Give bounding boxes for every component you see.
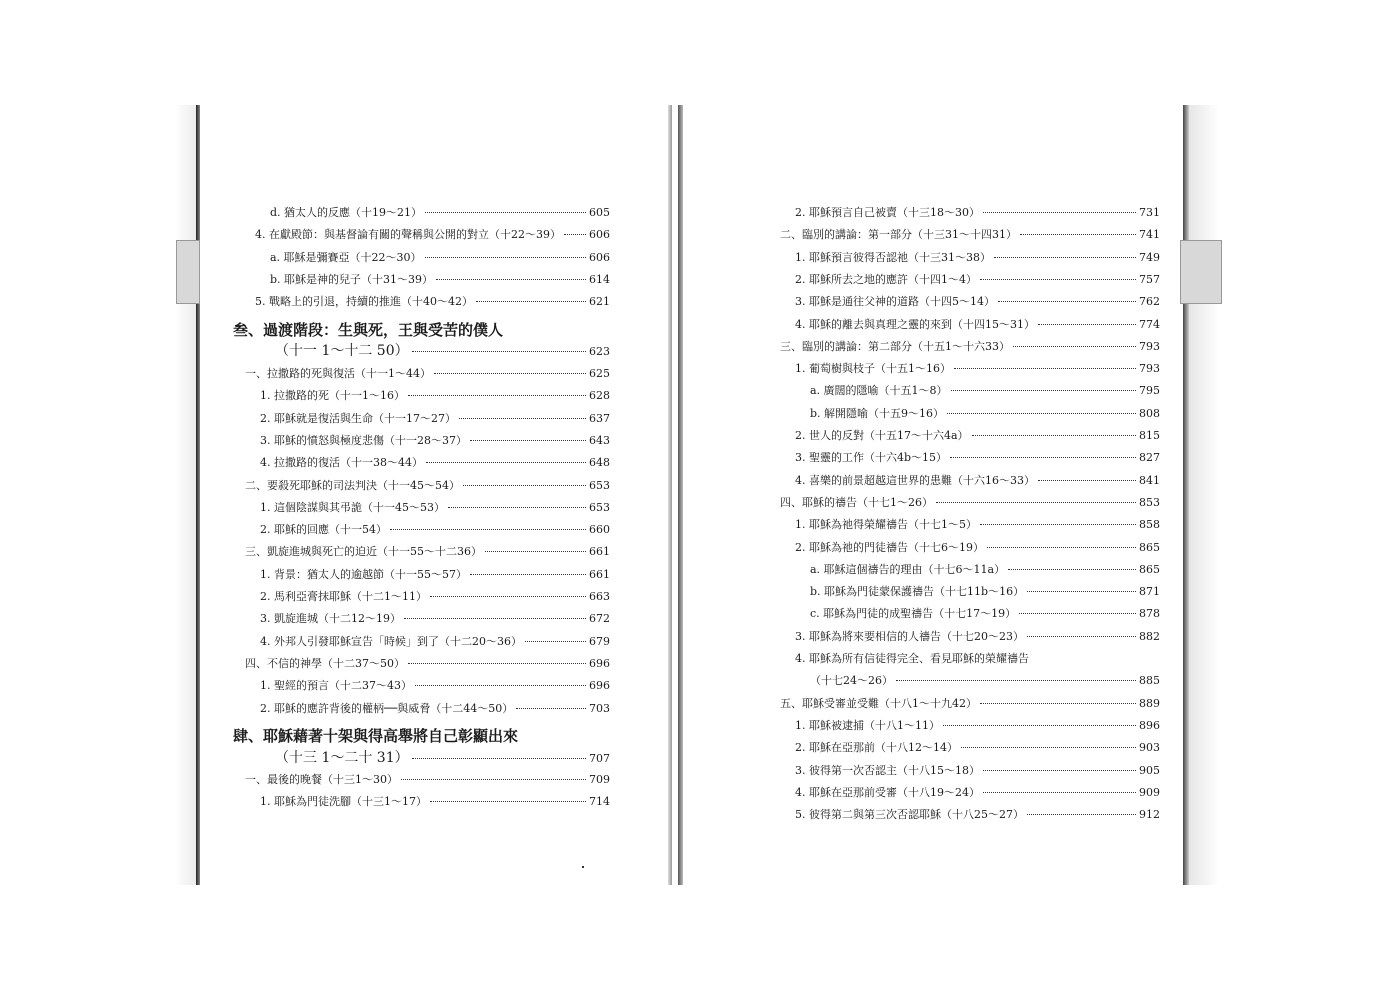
toc-entry-title: 一、最後的晚餐（十三1～30）: [245, 773, 398, 786]
gutter-right: [678, 105, 683, 885]
toc-entry-title: 1. 聖經的預言（十二37～43）: [260, 679, 412, 693]
toc-entry-title: 2. 耶穌為祂的門徒禱告（十七6～19）: [795, 540, 984, 554]
toc-page-number: 661: [589, 567, 610, 581]
dot-leader: [983, 792, 1136, 793]
toc-entry-title: b. 耶穌是神的兒子（十31～39）: [270, 272, 434, 286]
toc-entry: [795, 474, 1160, 488]
toc-entry: [255, 295, 610, 309]
toc-entry: [260, 389, 610, 403]
toc-entry-title: 2. 耶穌的應許背後的權柄──與威脅（十二44～50）: [260, 701, 514, 715]
toc-entry: [260, 434, 610, 448]
toc-page-number: 808: [1139, 406, 1160, 420]
toc-entry: [245, 367, 610, 381]
toc-entry-title: 二、臨別的講論：第一部分（十三31～十四31）: [780, 228, 1017, 242]
toc-entry: [260, 412, 610, 426]
toc-page-number: 853: [1139, 495, 1160, 509]
toc-entry: [270, 206, 610, 220]
toc-entry: [810, 674, 1160, 688]
toc-page-number: 648: [589, 456, 610, 470]
toc-page-number: 909: [1139, 785, 1160, 799]
dot-leader: [1038, 324, 1136, 325]
toc-page-number: 827: [1139, 451, 1160, 465]
toc-page-number: 741: [1139, 228, 1160, 242]
toc-page-number: 643: [589, 433, 610, 447]
toc-page-number: 757: [1139, 272, 1160, 286]
toc-page-number: 903: [1139, 741, 1160, 755]
toc-page-number: 637: [589, 411, 610, 425]
toc-entry-title: c. 耶穌為門徒的成聖禱告（十七17～19）: [810, 607, 1017, 621]
toc-page-number: 672: [589, 612, 610, 626]
dot-leader: [434, 373, 586, 374]
toc-entry: [780, 697, 1160, 711]
toc-entry: [795, 630, 1160, 644]
toc-page-number: 707: [589, 752, 610, 765]
toc-entry: [245, 545, 610, 559]
toc-entry: [270, 273, 610, 287]
toc-page-number: 841: [1139, 473, 1160, 487]
dot-leader: [1027, 591, 1136, 592]
toc-entry-title: （十一 1～十二 50）: [275, 343, 409, 359]
dot-leader: [470, 440, 586, 441]
toc-page-number: 709: [589, 773, 610, 786]
toc-page-number: 653: [589, 500, 610, 514]
toc-page-number: 889: [1139, 696, 1160, 710]
gutter-left: [668, 105, 672, 885]
right-edge-shadow: [1189, 105, 1219, 885]
toc-entry: [810, 407, 1160, 421]
toc-entry-title: 4. 耶穌的離去與真理之靈的來到（十四15～31）: [795, 317, 1035, 331]
toc-page-number: 696: [589, 656, 610, 670]
toc-entry-title: 1. 耶穌預言彼得否認祂（十三31～38）: [795, 250, 991, 264]
dot-leader: [430, 596, 586, 597]
toc-entry: [795, 295, 1160, 309]
toc-entry: [810, 607, 1160, 621]
toc-page-number: 731: [1139, 206, 1160, 219]
toc-entry: [795, 318, 1160, 332]
toc-entry-title: 一、拉撒路的死與復活（十一1～44）: [245, 367, 431, 380]
toc-entry: [795, 808, 1160, 822]
dot-leader: [950, 457, 1136, 458]
toc-entry-title: 三、凱旋進城與死亡的迫近（十一55～十二36）: [245, 545, 482, 559]
toc-entry-title: 3. 耶穌為將來要相信的人禱告（十七20～23）: [795, 629, 1024, 643]
toc-entry: [810, 563, 1160, 577]
toc-entry: [260, 612, 610, 626]
toc-entry-title: b. 解開隱喻（十五9～16）: [810, 406, 945, 420]
toc-entry-title: 三、臨別的講論：第二部分（十五1～十六33）: [780, 339, 1010, 353]
toc-entry: [795, 541, 1160, 555]
dot-leader: [972, 435, 1136, 436]
toc-page-number: 653: [589, 478, 610, 492]
toc-entry: [260, 702, 610, 716]
toc-page-number: 912: [1139, 808, 1160, 822]
toc-entry: [795, 451, 1160, 465]
dot-leader: [951, 390, 1136, 391]
dot-leader: [943, 725, 1136, 726]
dot-leader: [980, 703, 1136, 704]
dot-leader: [412, 351, 586, 352]
toc-entry-title: 1. 耶穌為門徒洗腳（十三1～17）: [260, 795, 427, 809]
toc-entry: [795, 518, 1160, 532]
toc-page-number: 606: [589, 250, 610, 264]
toc-page-number: 885: [1139, 674, 1160, 688]
toc-entry-title: 2. 耶穌預言自己被賣（十三18～30）: [795, 206, 980, 219]
toc-entry: [245, 657, 610, 671]
toc-entry: [245, 773, 610, 787]
toc-page-number: 815: [1139, 429, 1160, 442]
toc-entry-title: d. 猶太人的反應（十19～21）: [270, 206, 423, 219]
dot-leader: [987, 547, 1136, 548]
toc-entry-title: 二、要殺死耶穌的司法判決（十一45～54）: [245, 478, 460, 492]
toc-entry-title: （十七24～26）: [810, 674, 893, 688]
toc-entry-title: 4. 在獻殿節：與基督論有關的聲稱與公開的對立（十22～39）: [255, 228, 561, 242]
dot-leader: [998, 301, 1136, 302]
dot-leader: [470, 574, 586, 575]
dot-leader: [425, 212, 586, 213]
toc-entry-title: b. 耶穌為門徒蒙保護禱告（十七11b～16）: [810, 585, 1025, 599]
toc-entry: [260, 590, 610, 604]
toc-page-number: 793: [1139, 362, 1160, 376]
dot-leader: [430, 801, 586, 802]
dot-leader: [1019, 613, 1136, 614]
dot-leader: [476, 301, 586, 302]
toc-page-number: 605: [589, 206, 610, 219]
dot-leader: [485, 551, 586, 552]
toc-entry-title: 4. 拉撒路的復活（十一38～44）: [260, 456, 423, 470]
toc-entry: [795, 786, 1160, 800]
toc-entry-title: 2. 世人的反對（十五17～十六4a）: [795, 429, 969, 442]
toc-page-number: 714: [589, 795, 610, 809]
toc-entry: [275, 343, 610, 360]
toc-entry-title: 2. 馬利亞膏抹耶穌（十二1～11）: [260, 590, 427, 603]
part-heading: 叁、過渡階段：生與死，王與受苦的僕人: [233, 321, 504, 339]
toc-entry: [795, 273, 1160, 287]
dot-leader: [436, 279, 586, 280]
toc-entry: [780, 496, 1160, 510]
dot-leader: [390, 529, 586, 530]
toc-entry-title: 1. 這個陰謀與其弔詭（十一45～53）: [260, 500, 445, 514]
toc-entry-title: a. 耶穌這個禱告的理由（十七6～11a）: [810, 562, 1006, 576]
toc-entry-title: 3. 彼得第一次否認主（十八15～18）: [795, 763, 980, 777]
dot-leader: [980, 279, 1136, 280]
toc-page-number: 871: [1139, 585, 1160, 599]
dot-leader: [936, 502, 1136, 503]
toc-entry: [260, 456, 610, 470]
part-heading: 肆、耶穌藉著十架與得高舉將自己彰顯出來: [233, 727, 519, 745]
toc-entry: [780, 228, 1160, 242]
toc-page-number: 878: [1139, 607, 1160, 621]
toc-entry-title: 1. 耶穌為祂得榮耀禱告（十七1～5）: [795, 518, 977, 532]
toc-page-number: 795: [1139, 384, 1160, 398]
toc-entry-title: 4. 耶穌在亞那前受審（十八19～24）: [795, 785, 980, 799]
dot-leader: [448, 507, 586, 508]
toc-entry: [810, 585, 1160, 599]
dot-leader: [896, 680, 1136, 681]
dot-leader: [426, 462, 586, 463]
dot-leader: [408, 395, 586, 396]
toc-entry: [795, 741, 1160, 755]
toc-entry-title: 1. 耶穌被逮捕（十八1～11）: [795, 718, 940, 732]
toc-entry-title: 4. 外邦人引發耶穌宣告「時候」到了（十二20～36）: [260, 634, 522, 648]
dot-leader: [415, 685, 586, 686]
toc-page-number: 762: [1139, 295, 1160, 309]
dot-leader: [1013, 346, 1136, 347]
toc-entry: [810, 384, 1160, 398]
dot-leader: [980, 524, 1136, 525]
toc-entry-title: 2. 耶穌在亞那前（十八12～14）: [795, 741, 958, 755]
toc-page-number: 749: [1139, 250, 1160, 264]
toc-entry: [255, 228, 610, 242]
dot-leader: [463, 485, 586, 486]
toc-entry-title: 5. 戰略上的引退，持續的推進（十40～42）: [255, 295, 473, 309]
toc-entry-title: 4. 耶穌為所有信徒得完全、看見耶穌的榮耀禱告: [795, 652, 1029, 665]
dot-leader: [983, 770, 1136, 771]
dot-leader: [1020, 234, 1136, 235]
dot-leader: [404, 618, 586, 619]
toc-entry: [260, 795, 610, 809]
toc-page-number: 621: [589, 295, 610, 309]
left-book-edge: [196, 105, 200, 885]
dot-leader: [564, 234, 586, 235]
toc-entry-title: a. 耶穌是彌賽亞（十22～30）: [270, 250, 422, 264]
toc-entry-title: 5. 彼得第二與第三次否認耶穌（十八25～27）: [795, 808, 1024, 822]
toc-entry-title: 四、不信的神學（十二37～50）: [245, 656, 405, 670]
toc-entry: [795, 206, 1160, 220]
dot-leader: [516, 708, 586, 709]
toc-page-number: 614: [589, 272, 610, 286]
toc-page-number: 858: [1139, 518, 1160, 532]
toc-page-number: 663: [589, 590, 610, 603]
dot-leader: [525, 641, 586, 642]
toc-entry: [795, 764, 1160, 778]
toc-page-number: 661: [589, 545, 610, 559]
toc-entry-title: 1. 拉撒路的死（十一1～16）: [260, 389, 405, 403]
dot-leader: [459, 418, 586, 419]
toc-entry-title: 2. 耶穌的回應（十一54）: [260, 523, 387, 537]
dot-leader: [1027, 636, 1136, 637]
toc-entry: [260, 679, 610, 693]
toc-entry: [795, 362, 1160, 376]
page-mark: [582, 866, 584, 868]
toc-page-number: 865: [1139, 562, 1160, 576]
toc-page-number: 679: [589, 634, 610, 648]
toc-page-number: 703: [589, 701, 610, 715]
toc-page-number: 625: [589, 367, 610, 380]
toc-page-number: 623: [589, 345, 610, 358]
left-edge-shadow: [175, 105, 196, 885]
dot-leader: [1008, 569, 1136, 570]
toc-page-number: 774: [1139, 317, 1160, 331]
toc-page-number: 660: [589, 523, 610, 537]
left-edge-tab: [176, 240, 200, 304]
toc-entry-title: a. 廣闊的隱喻（十五1～8）: [810, 384, 948, 398]
dot-leader: [425, 257, 586, 258]
toc-entry: [260, 523, 610, 537]
toc-entry-title: 3. 耶穌是通往父神的道路（十四5～14）: [795, 295, 995, 309]
dot-leader: [1038, 480, 1136, 481]
toc-entry-title: 1. 背景：猶太人的逾越節（十一55～57）: [260, 567, 467, 581]
toc-entry: [795, 429, 1160, 443]
toc-entry: [795, 719, 1160, 733]
dot-leader: [983, 212, 1136, 213]
toc-entry-title: 2. 耶穌就是復活與生命（十一17～27）: [260, 411, 456, 425]
toc-page-number: 865: [1139, 540, 1160, 554]
dot-leader: [961, 747, 1136, 748]
dot-leader: [947, 413, 1136, 414]
toc-entry-title: 4. 喜樂的前景超越這世界的患難（十六16～33）: [795, 473, 1035, 487]
toc-entry-title: 2. 耶穌所去之地的應許（十四1～4）: [795, 272, 977, 286]
toc-entry: [275, 750, 610, 767]
toc-entry: [245, 479, 610, 493]
dot-leader: [954, 368, 1136, 369]
toc-entry-title: （十三 1～二十 31）: [275, 750, 409, 766]
toc-page-number: 882: [1139, 629, 1160, 643]
dot-leader: [1027, 814, 1136, 815]
toc-entry-title: 3. 耶穌的憤怒與極度悲傷（十一28～37）: [260, 433, 467, 447]
dot-leader: [408, 663, 586, 664]
toc-page-number: 793: [1139, 339, 1160, 353]
toc-page-number: 628: [589, 389, 610, 403]
dot-leader: [994, 257, 1136, 258]
toc-entry-title: 四、耶穌的禱告（十七1～26）: [780, 495, 933, 509]
toc-page-number: 905: [1139, 763, 1160, 777]
toc-entry: [260, 635, 610, 649]
toc-entry: [270, 251, 610, 265]
dot-leader: [412, 758, 586, 759]
toc-entry-title: 五、耶穌受審並受難（十八1～十九42）: [780, 696, 977, 710]
toc-page-number: 896: [1139, 718, 1160, 732]
toc-page-number: 696: [589, 679, 610, 693]
toc-entry: [260, 568, 610, 582]
toc-entry-title: 1. 葡萄樹與枝子（十五1～16）: [795, 362, 951, 376]
dot-leader: [401, 779, 586, 780]
toc-entry-title: 3. 凱旋進城（十二12～19）: [260, 612, 401, 626]
toc-entry: [260, 501, 610, 515]
right-edge-tab: [1180, 240, 1222, 304]
toc-entry-title: 3. 聖靈的工作（十六4b～15）: [795, 451, 948, 465]
toc-entry: [795, 251, 1160, 265]
toc-page-number: 606: [589, 228, 610, 242]
toc-entry: [780, 340, 1160, 354]
